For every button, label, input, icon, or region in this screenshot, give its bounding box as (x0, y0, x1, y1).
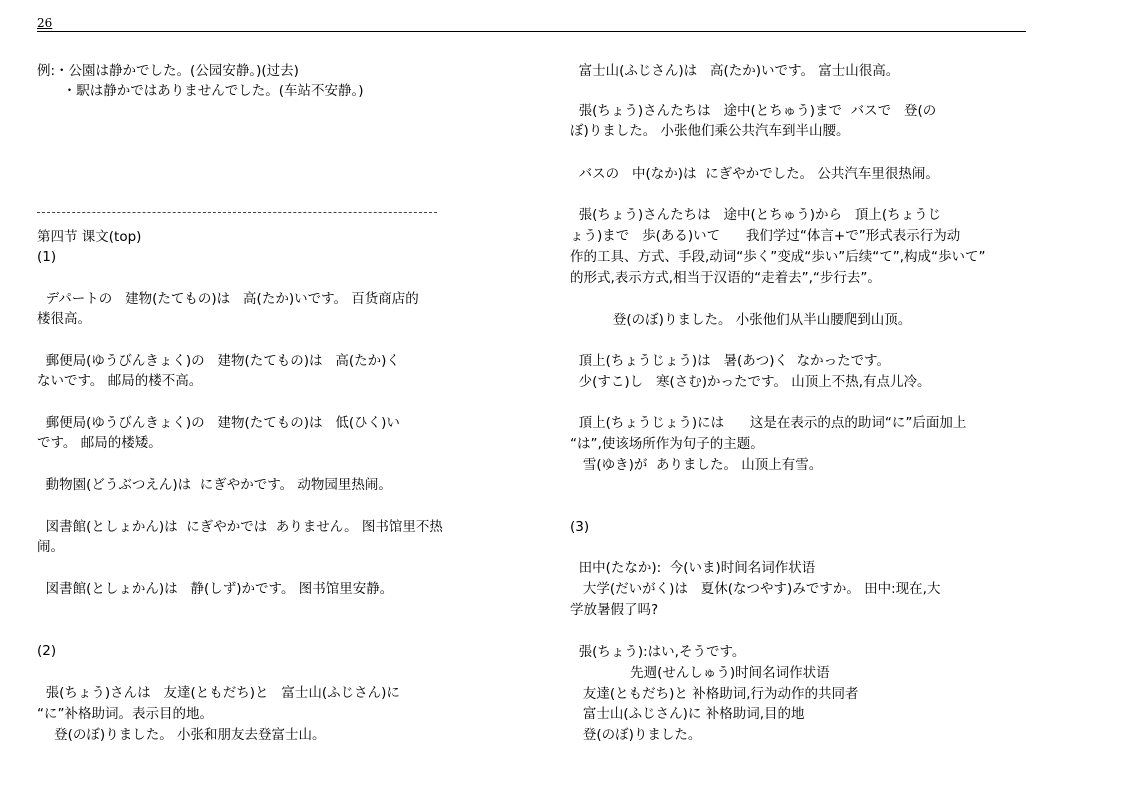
text-line: 富士山(ふじさん)は 高(たか)いです。 富士山很高。 (570, 63, 900, 79)
text-line: 先週(せんしゅう)时间名词作状语 (570, 665, 830, 681)
text-line: 大学(だいがく)は 夏休(なつやす)みですか。 田中:现在,大 (570, 581, 941, 597)
section-divider (37, 212, 437, 213)
text-line: 頂上(ちょうじょう)は 暑(あつ)く なかったです。 (570, 353, 891, 369)
text-line: 的形式,表示方式,相当于汉语的“走着去”,“步行去”。 (570, 270, 881, 286)
text-line: ぼ)りました。 小张他们乘公共汽车到半山腰。 (570, 123, 850, 139)
text-line: 張(ちょう):はい,そうです。 (570, 644, 746, 660)
text-line: デパートの 建物(たてもの)は 高(たか)いです。 百货商店的 (37, 291, 419, 307)
header-rule (37, 31, 1026, 32)
text-line: ないです。 邮局的楼不高。 (37, 373, 203, 389)
text-line: 張(ちょう)さんたちは 途中(とちゅう)まで バスで 登(の (570, 103, 937, 119)
text-line: 動物園(どうぶつえん)は にぎやかです。 动物园里热闹。 (37, 477, 392, 493)
text-line: 登(のぼ)りました。 小张和朋友去登富士山。 (37, 727, 326, 743)
text-line: 郵便局(ゆうびんきょく)の 建物(たてもの)は 低(ひく)い (37, 415, 400, 431)
text-line: 頂上(ちょうじょう)には 这是在表示的点的助词“に”后面加上 (570, 415, 967, 431)
page-number: 26 (37, 16, 53, 30)
text-line: “に”补格助词。表示目的地。 (37, 706, 213, 722)
section-heading[interactable]: 第四节 课文(top) (37, 229, 142, 245)
text-line: ょう)まで 歩(ある)いて 我们学过“体言+で”形式表示行为动 (570, 228, 961, 244)
text-line: 図書館(としょかん)は にぎやかでは ありません。 图书馆里不热 (37, 519, 443, 535)
text-line: です。 邮局的楼矮。 (37, 435, 162, 451)
text-line: 田中(たなか): 今(いま)时间名词作状语 (570, 560, 816, 576)
text-line: 張(ちょう)さんたちは 途中(とちゅう)から 頂上(ちょうじ (570, 207, 942, 223)
example-line-2: ・駅は静かではありませんでした。(车站不安静。) (37, 83, 364, 99)
subsection-1: (1) (37, 249, 57, 265)
subsection-2: (2) (37, 643, 57, 659)
text-line: 学放暑假了吗? (570, 602, 659, 618)
subsection-3: (3) (570, 519, 590, 535)
text-line: 図書館(としょかん)は 静(しず)かです。 图书馆里安静。 (37, 581, 394, 597)
text-line: 郵便局(ゆうびんきょく)の 建物(たてもの)は 高(たか)く (37, 353, 400, 369)
text-line: バスの 中(なか)は にぎやかでした。 公共汽车里很热闹。 (570, 166, 939, 182)
text-line: 楼很高。 (37, 311, 91, 327)
text-line: 張(ちょう)さんは 友達(ともだち)と 富士山(ふじさん)に (37, 685, 400, 701)
text-line: 登(のぼ)りました。 小张他们从半山腰爬到山顶。 (570, 312, 912, 328)
text-line: 登(のぼ)りました。 (570, 727, 702, 743)
text-line: 友達(ともだち)と 补格助词,行为动作的共同者 (570, 686, 859, 702)
text-line: 闹。 (37, 539, 64, 555)
example-line-1: 例:・公園は静かでした。(公园安静。)(过去) (37, 63, 299, 79)
text-line: 雪(ゆき)が ありました。 山顶上有雪。 (570, 457, 823, 473)
text-line: 作的工具、方式、手段,动词“歩く”变成“歩い”后续“て”,构成“歩いて” (570, 249, 986, 265)
text-line: “は”,使该场所作为句子的主题。 (570, 436, 764, 452)
text-line: 富士山(ふじさん)に 补格助词,目的地 (570, 706, 805, 722)
text-line: 少(すこ)し 寒(さむ)かったです。 山顶上不热,有点儿冷。 (570, 374, 931, 390)
